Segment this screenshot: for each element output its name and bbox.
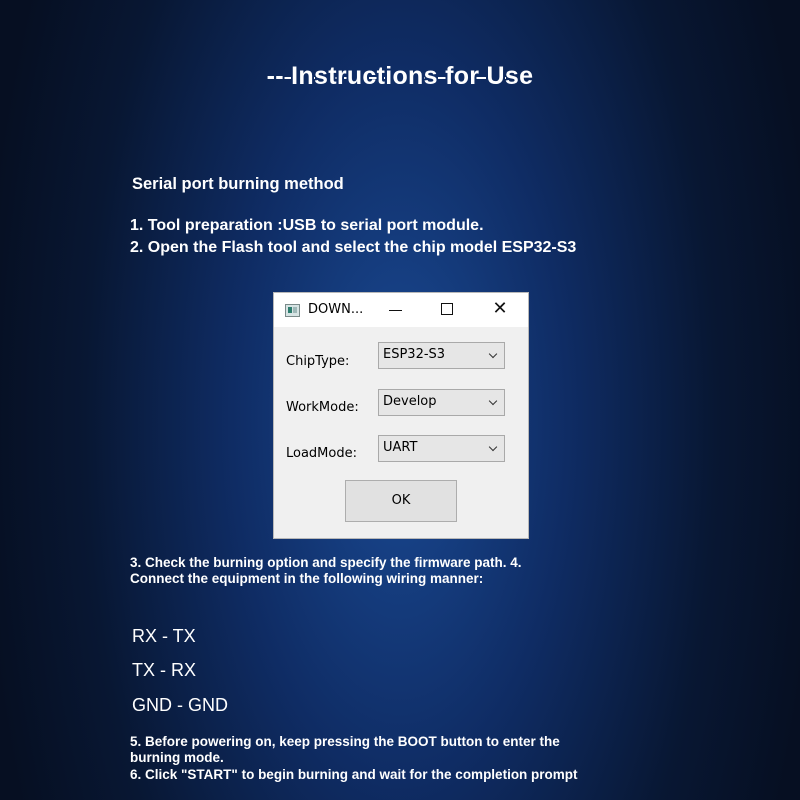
load-mode-select[interactable] — [378, 435, 505, 462]
wiring-rx-tx: RX - TX — [132, 626, 196, 646]
section-heading: Serial port burning method — [132, 175, 344, 193]
work-mode-select[interactable] — [378, 389, 505, 416]
load-mode-label: LoadMode: — [286, 446, 357, 461]
close-button[interactable]: ✕ — [492, 298, 508, 319]
step-3-text-line-1: 3. Check the burning option and specify the firmware path. 4. — [130, 555, 522, 570]
chip-type-select[interactable] — [378, 342, 505, 369]
step-3-text-line-2: Connect the equipment in the following wiring manner: — [130, 571, 484, 586]
chevron-down-icon — [489, 443, 497, 451]
work-mode-value: Develop — [383, 394, 437, 409]
chevron-down-icon — [489, 397, 497, 405]
wiring-gnd-gnd: GND - GND — [132, 695, 228, 715]
load-mode-value: UART — [383, 440, 418, 455]
step-2-text: 2. Open the Flash tool and select the chip model ESP32-S3 — [130, 239, 577, 256]
download-tool-dialog — [273, 292, 529, 539]
chip-type-label: ChipType: — [286, 354, 350, 369]
maximize-button[interactable] — [438, 300, 458, 320]
ok-button[interactable]: OK — [345, 480, 457, 522]
chevron-down-icon — [489, 350, 497, 358]
page-title: -- Instructions for Use — [266, 62, 534, 90]
step-5-text-line-2: burning mode. — [130, 750, 224, 765]
app-icon — [285, 304, 300, 317]
dialog-titlebar — [274, 293, 528, 327]
step-5-text-line-1: 5. Before powering on, keep pressing the BOOT button to enter the — [130, 734, 560, 749]
work-mode-label: WorkMode: — [286, 400, 359, 415]
step-6-text: 6. Click "START" to begin burning and wait for the completion prompt — [130, 767, 578, 782]
minimize-button[interactable] — [386, 300, 406, 320]
chip-type-value: ESP32-S3 — [383, 347, 446, 362]
step-1-text: 1. Tool preparation :USB to serial port module. — [130, 217, 484, 234]
wiring-tx-rx: TX - RX — [132, 660, 197, 680]
dialog-title: DOWN... — [308, 302, 364, 317]
